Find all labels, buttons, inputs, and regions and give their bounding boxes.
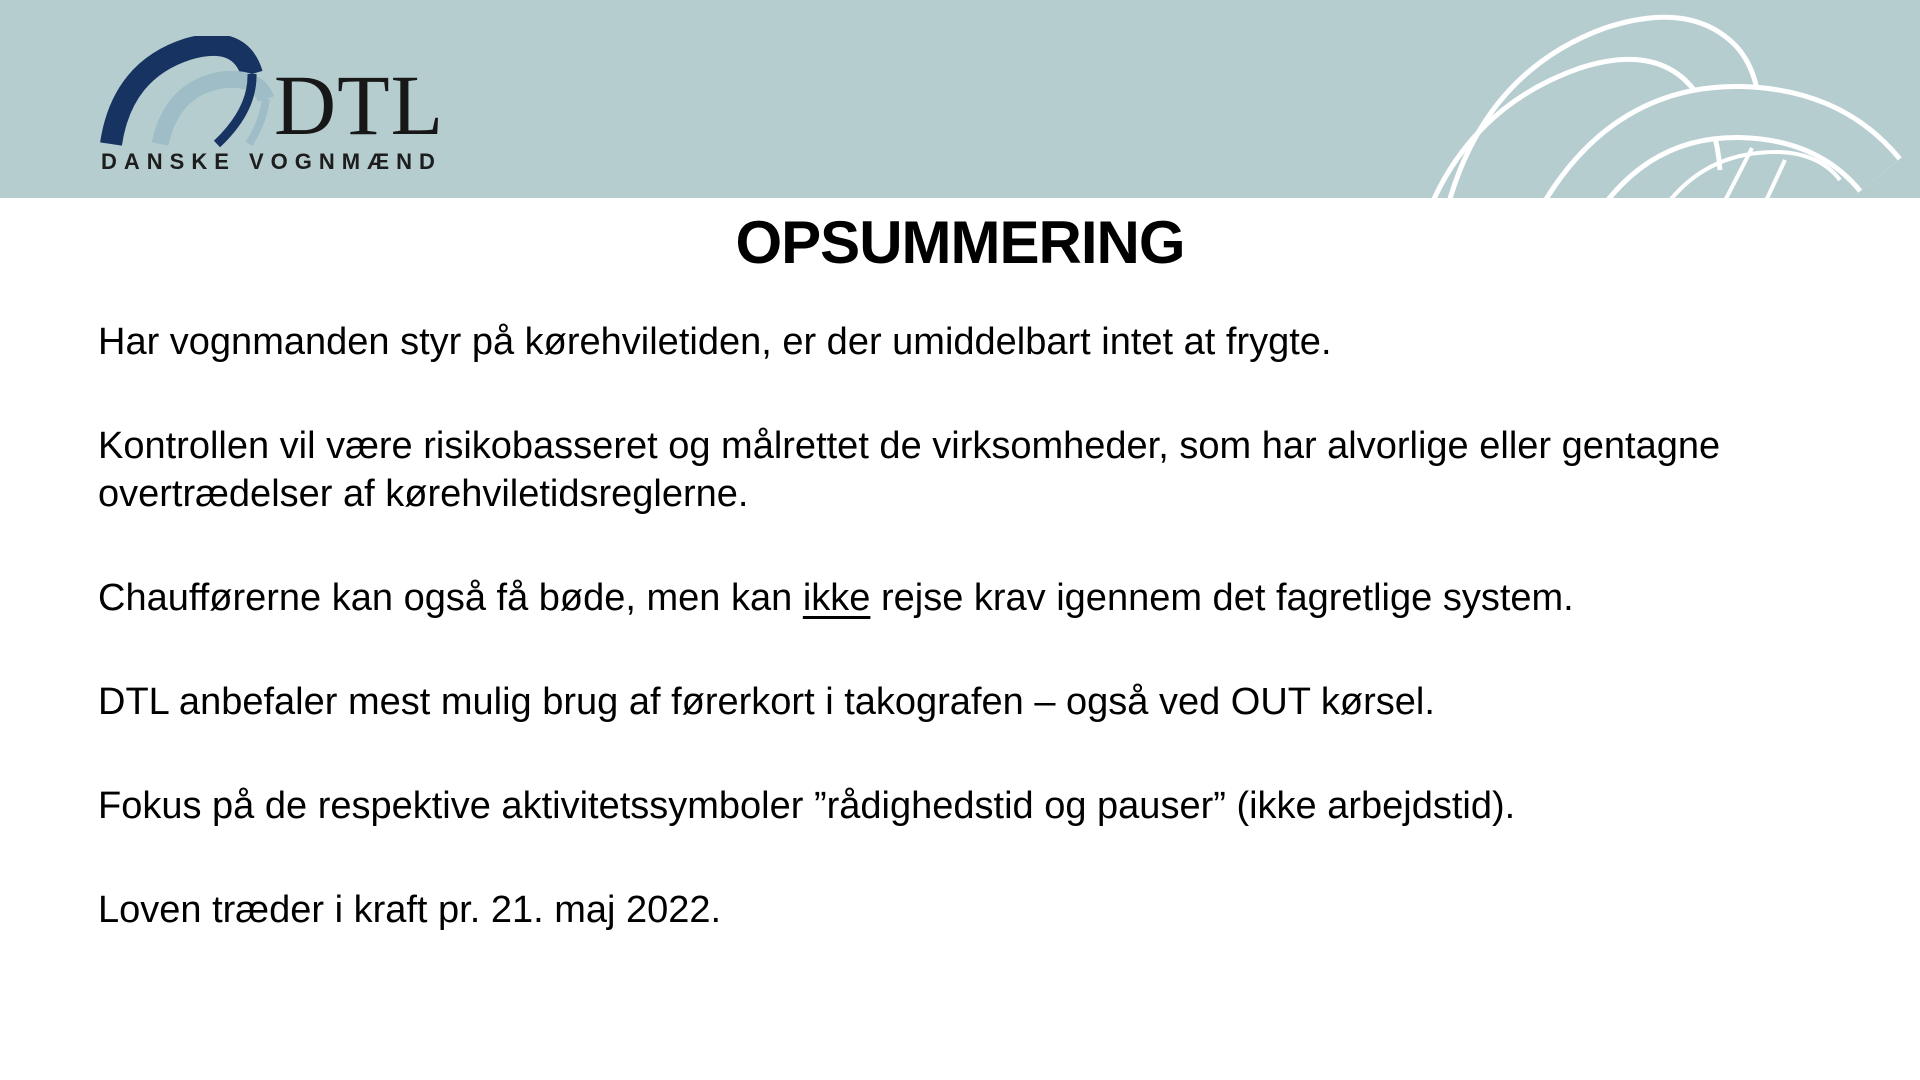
paragraph-1: Har vognmanden styr på kørehviletiden, er der umiddelbart intet at frygte. — [98, 321, 1332, 363]
paragraph-3 — [98, 574, 1798, 622]
paragraph-2: Kontrollen vil være risikobasseret og målrettet de virksomheder, som har alvorlige eller gentagne overtrædelser af kørehviletidsreglerne. — [98, 425, 1721, 515]
paragraph-5: Fokus på de respektive aktivitetssymboler ”rådighedstid og pauser” (ikke arbejdstid). — [98, 785, 1516, 827]
slide-body — [98, 318, 1798, 990]
underlined-word: ikke — [802, 577, 871, 619]
dtl-logo-arcs-icon — [100, 36, 280, 148]
header-band — [0, 0, 1920, 198]
logo-acronym: DTL — [274, 57, 445, 153]
logo-subtitle: DANSKE VOGNMÆND — [101, 149, 442, 174]
paragraph-6: Loven træder i kraft pr. 21. maj 2022. — [98, 889, 722, 931]
swirl-decoration-icon — [1380, 0, 1920, 198]
paragraph-4: DTL anbefaler mest mulig brug af førerkort i takografen – også ved OUT kørsel. — [98, 681, 1435, 723]
paragraph-3-text-after: rejse krav igennem det fagretlige system. — [870, 577, 1574, 619]
dtl-logo — [0, 0, 500, 198]
slide-title: OPSUMMERING — [735, 209, 1185, 276]
paragraph-3-text: Chaufførerne kan også få bøde, men kan — [98, 577, 803, 619]
